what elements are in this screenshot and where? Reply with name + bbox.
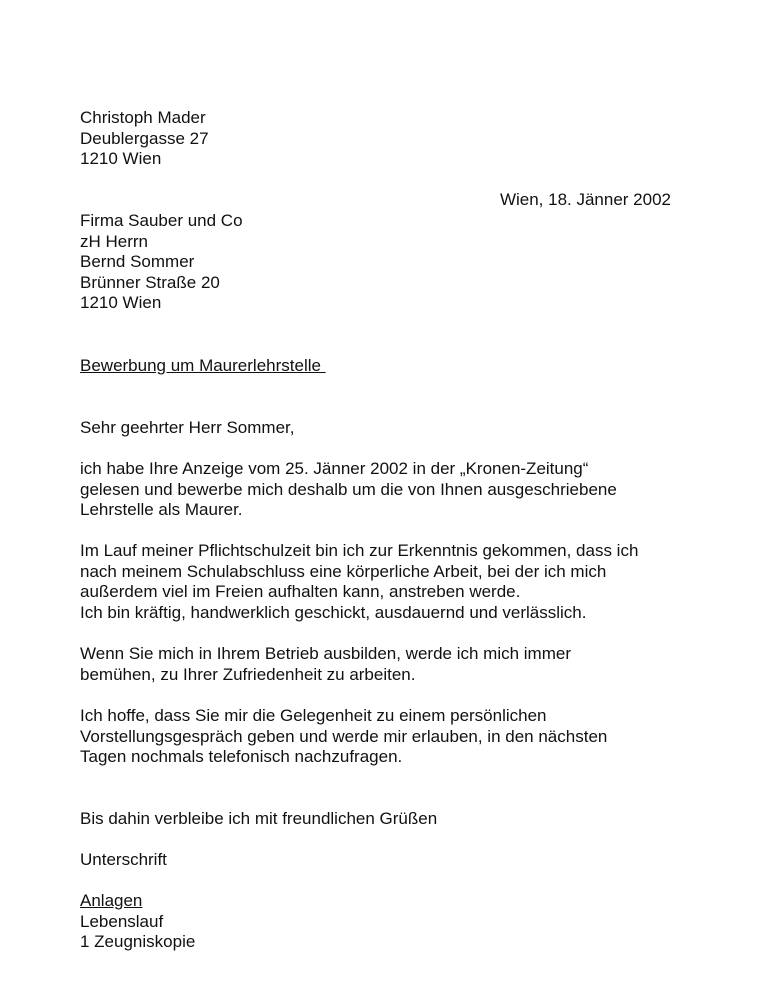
- attachments: [80, 891, 700, 953]
- attachments-heading: Anlagen: [80, 891, 143, 910]
- paragraph-line: Vorstellungsgespräch geben und werde mir erlauben, in den nächsten: [80, 726, 608, 746]
- sender-street: Deublergasse 27: [80, 128, 209, 148]
- paragraph-line: nach meinem Schulabschluss eine körperliche Arbeit, bei der ich mich: [80, 561, 607, 581]
- sender-address: [80, 108, 700, 170]
- paragraph-line: Im Lauf meiner Pflichtschulzeit bin ich zur Erkenntnis gekommen, dass ich: [80, 541, 639, 560]
- attachment-item: 1 Zeugniskopie: [80, 932, 196, 951]
- recipient-city: 1210 Wien: [80, 293, 162, 312]
- paragraph-line: Tagen nochmals telefonisch nachzufragen.: [80, 747, 403, 766]
- recipient-company: Firma Sauber und Co: [80, 211, 243, 230]
- recipient-attention: zH Herrn: [80, 231, 149, 251]
- closing: [80, 809, 700, 830]
- recipient-person: Bernd Sommer: [80, 252, 195, 271]
- paragraph-line: ich habe Ihre Anzeige vom 25. Jänner 2002 in der „Kronen-Zeitung“: [80, 459, 589, 478]
- letter-date: Wien, 18. Jänner 2002: [499, 190, 671, 209]
- paragraph-line: Lehrstelle als Maurer.: [80, 500, 243, 519]
- paragraph-line: außerdem viel im Freien aufhalten kann, anstreben werde.: [80, 582, 521, 601]
- paragraph-line: Ich bin kräftig, handwerklich geschickt, ausdauernd und verlässlich.: [80, 602, 587, 622]
- salutation-text: Sehr geehrter Herr Sommer,: [80, 418, 295, 437]
- subject-text: Bewerbung um Maurerlehrstelle: [80, 356, 326, 375]
- body-paragraph-1: [80, 459, 700, 521]
- closing-text: Bis dahin verbleibe ich mit freundlichen Grüßen: [80, 809, 438, 828]
- sender-name: Christoph Mader: [80, 108, 206, 127]
- signature-text: Unterschrift: [80, 850, 167, 869]
- paragraph-line: Ich hoffe, dass Sie mir die Gelegenheit zu einem persönlichen: [80, 706, 547, 725]
- attachment-item: Lebenslauf: [80, 911, 164, 931]
- paragraph-line: Wenn Sie mich in Ihrem Betrieb ausbilden, werde ich mich immer: [80, 644, 571, 663]
- signature: [80, 850, 700, 871]
- recipient-address: [80, 211, 700, 314]
- recipient-street: Brünner Straße 20: [80, 272, 220, 292]
- salutation: [80, 418, 700, 439]
- body-paragraph-2: [80, 541, 700, 623]
- paragraph-line: gelesen und bewerbe mich deshalb um die von Ihnen ausgeschriebene: [80, 479, 617, 499]
- sender-city: 1210 Wien: [80, 149, 162, 168]
- paragraph-line: bemühen, zu Ihrer Zufriedenheit zu arbeiten.: [80, 664, 416, 684]
- subject-line: [80, 356, 700, 377]
- body-paragraph-4: [80, 706, 700, 768]
- body-paragraph-3: [80, 644, 700, 685]
